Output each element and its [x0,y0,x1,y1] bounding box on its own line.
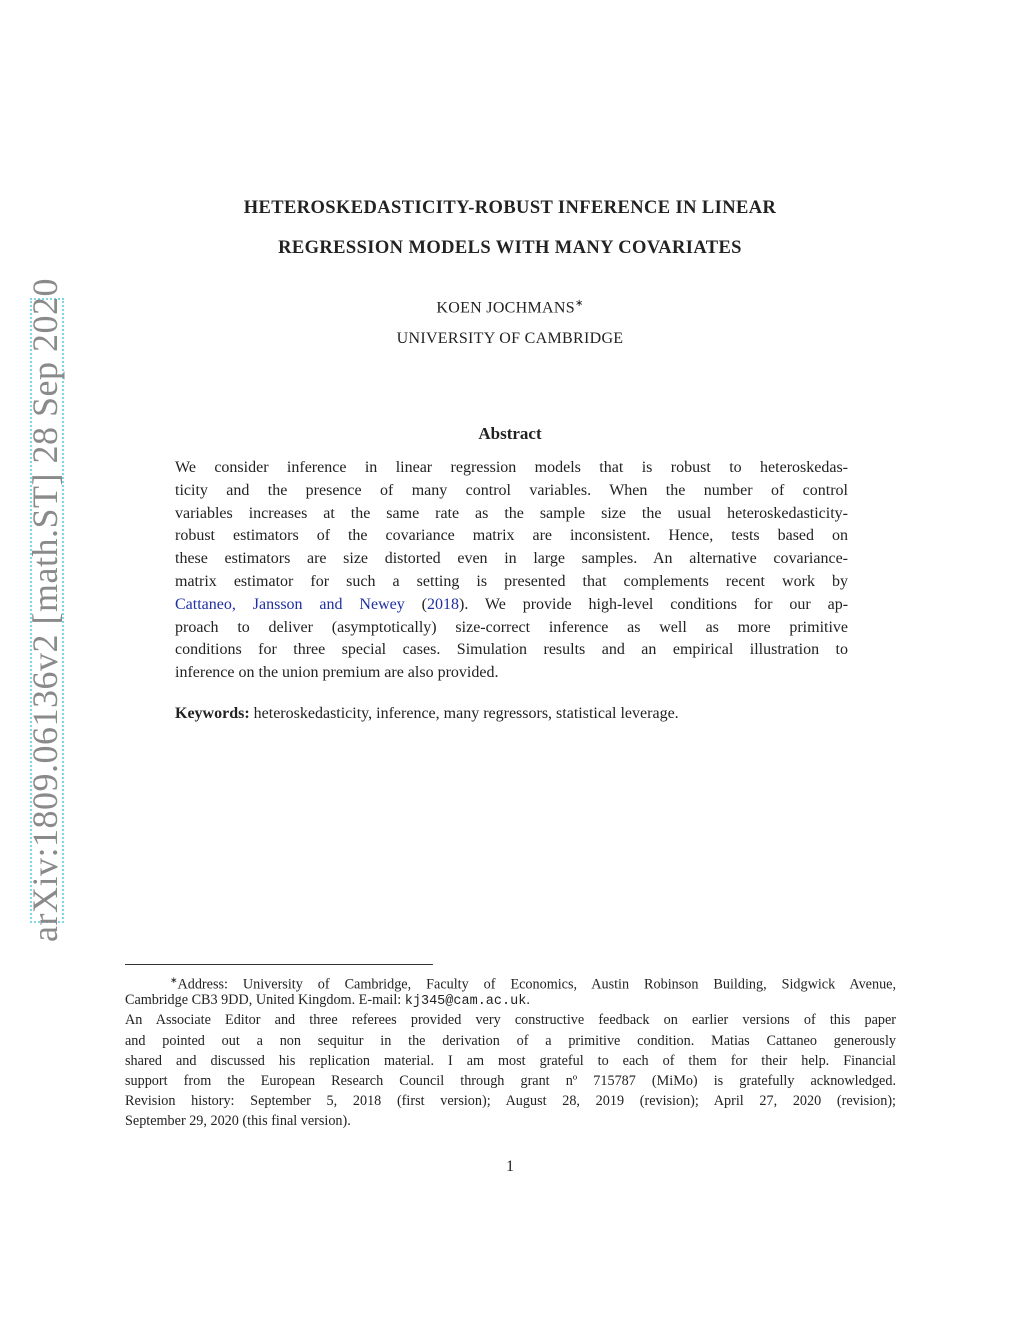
abstract-line: robust estimators of the covariance matrix are inconsistent. Hence, tests based on [175,527,848,545]
footnote-rule [125,964,433,965]
abstract-line: We consider inference in linear regression models that is robust to heteroskedas- [175,459,848,476]
abstract-body [175,457,848,685]
footnote [125,970,896,1132]
abstract-line: these estimators are size distorted even in large samples. An alternative covariance- [175,550,848,568]
paper-title-line-1: HETEROSKEDASTICITY-ROBUST INFERENCE IN LINEAR [243,198,777,218]
author-institution: UNIVERSITY OF CAMBRIDGE [396,330,624,347]
author-name [125,298,895,317]
author-footnote-mark[interactable]: ∗ [574,298,584,309]
keywords-text: heteroskedasticity, inference, many regressors, statistical leverage. [249,705,679,722]
citation-year-link[interactable]: 2018 [426,595,459,613]
footnote-address-cont: Cambridge CB3 9DD, United Kingdom. E-mail: [125,992,405,1009]
footnote-line: and pointed out a non sequitur in the derivation of a primitive condition. Matias Cattaneo generously [125,1032,896,1049]
abstract-citation-line [175,594,848,617]
author-name-text: KOEN JOCHMANS [436,299,575,317]
footnote-address: Address: University of Cambridge, Faculty of Economics, Austin Robinson Building, Sidgwick Avenue, [177,976,897,993]
arxiv-stamp: arXiv:1809.06136v2 [math.ST] 28 Sep 2020 [25,278,65,942]
footnote-line [125,990,896,1010]
footnote-period: . [526,992,530,1009]
citation-authors-link[interactable]: Cattaneo, Jansson and Newey [175,595,405,613]
paper-title-line-2: REGRESSION MODELS WITH MANY COVARIATES [278,238,742,258]
abstract-line: matrix estimator for such a setting is presented that complements recent work by [175,572,848,590]
keywords-label: Keywords: [175,705,250,722]
footnote-line: An Associate Editor and three referees provided very constructive feedback on earlier versions of this paper [125,1012,896,1029]
footnote-line [125,970,897,993]
footnote-line: Revision history: September 5, 2018 (first version); August 28, 2019 (revision); April 27, 2020 (revision); [125,1093,896,1110]
abstract-line: inference on the union premium are also provided. [175,664,499,682]
citation-open: ( [404,595,427,613]
citation-rest: ). We provide high-level conditions for our ap- [458,595,849,613]
abstract-line: proach to deliver (asymptotically) size-correct inference as well as more primitive [175,618,848,636]
abstract-line: ticity and the presence of many control variables. When the number of control [175,481,848,499]
abstract-line: conditions for three special cases. Simulation results and an empirical illustration to [175,641,848,659]
footnote-mark: ∗ [169,975,178,985]
footnote-line: shared and discussed his replication material. I am most grateful to each of them for their help. Financial [125,1052,896,1069]
email-link[interactable]: kj345@cam.ac.uk [404,994,527,1010]
footnote-line: September 29, 2020 (this final version). [125,1113,351,1130]
abstract-heading: Abstract [478,424,542,443]
keywords [175,705,848,723]
footnote-line: support from the European Research Council through grant nº 715787 (MiMo) is gratefully acknowledged. [125,1072,896,1089]
page-number: 1 [506,1158,514,1175]
abstract-line: variables increases at the same rate as the sample size the usual heteroskedasticity- [175,504,848,522]
